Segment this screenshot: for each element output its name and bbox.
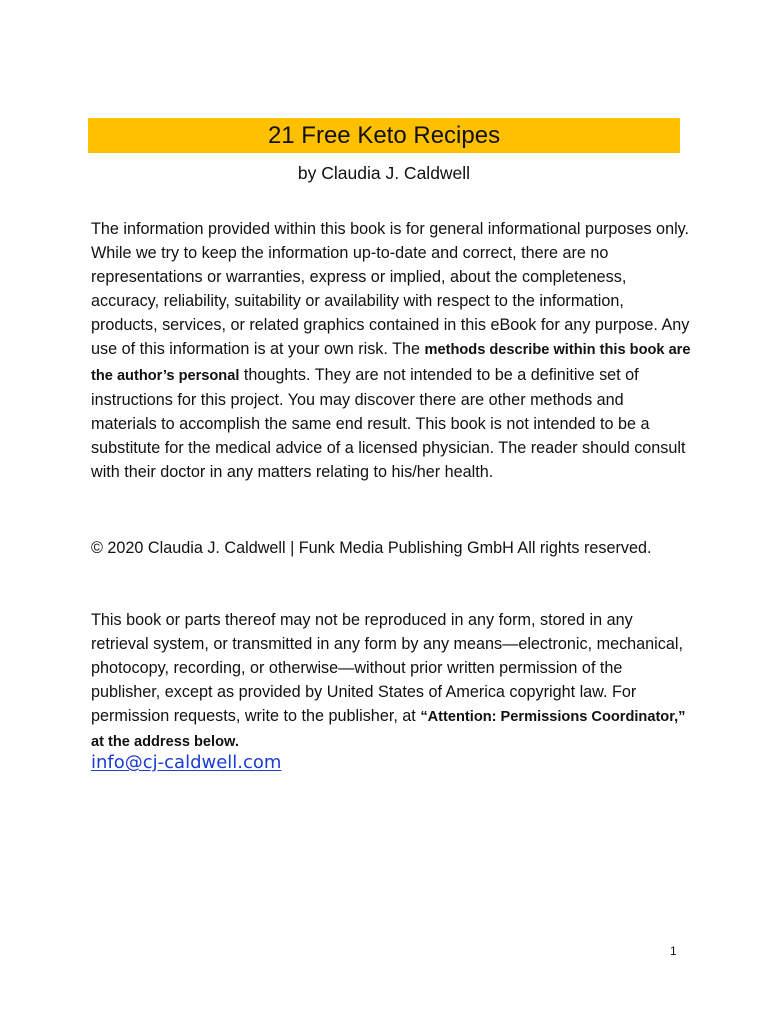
disclaimer-text-1: The information provided within this book is for general informational purposes only. While we try to keep the information up-to-date and correct, there are no representations or warranties, express or implied, about the completeness, accuracy, reliability, suitability or availability with respect to the information, products, services, or related graphics contained in this eBook for any purpose. Any use of this information is at your own risk. The: [91, 220, 690, 359]
page-number: 1: [670, 944, 677, 958]
rights-text: This book or parts thereof may not be reproduced in any form, stored in any retrieval system, or transmitted in any form by any means—electronic, mechanical, photocopy, recording, or otherwise—without prior written permission of the publisher, except as provided by United States of America copyright law. For permission requests, write to the publisher, at: [91, 611, 683, 726]
rights-bold-text: “Attention: Permissions Coordinator,” at the address below.: [91, 709, 686, 751]
document-title-banner: [88, 118, 680, 153]
disclaimer-bold-text: methods describe within this book are the author’s personal: [91, 342, 691, 384]
disclaimer-paragraph: [91, 217, 691, 484]
contact-email-link[interactable]: info@cj-caldwell.com: [91, 752, 282, 773]
disclaimer-text-2: thoughts. They are not intended to be a definitive set of instructions for this project. You may discover there are other methods and materials to accomplish the same end result. This book is not intended to be a substitute for the medical advice of a licensed physician. The reader should consult with their doctor in any matters relating to his/her health.: [91, 365, 686, 481]
document-title: 21 Free Keto Recipes: [267, 121, 501, 149]
rights-paragraph: [91, 608, 691, 755]
author-line: by Claudia J. Caldwell: [297, 163, 471, 183]
copyright-paragraph: © 2020 Claudia J. Caldwell | Funk Media Publishing GmbH All rights reserved.: [91, 539, 652, 557]
